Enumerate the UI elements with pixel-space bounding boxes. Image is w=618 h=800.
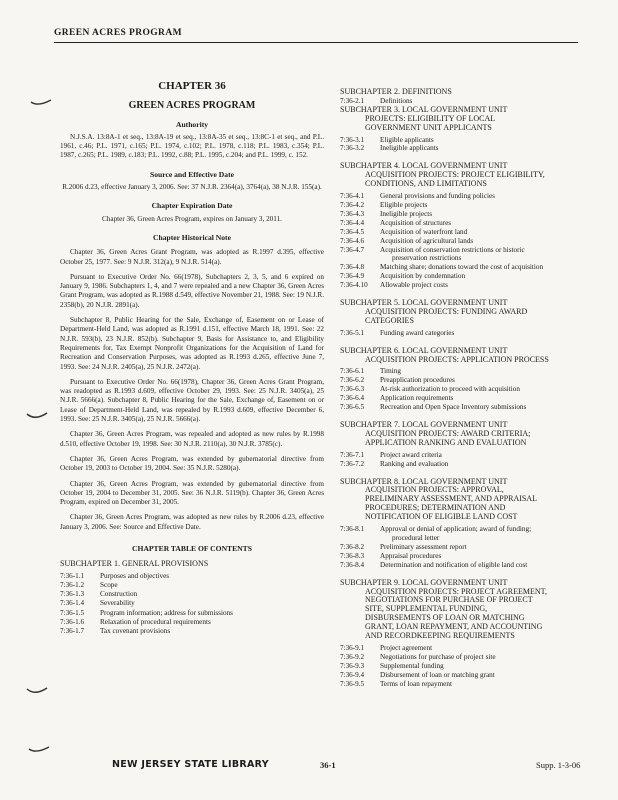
toc-entry (340, 460, 596, 469)
note-paragraph: Subchapter 8, Public Hearing for the Sale, Exchange of, Easement on or Lease of Department-Held Land, was adopted as R.1991 d.151, effective March 18, 1991. See: 22 N.J.R. 593(b), 23 N.J.R. 852(b). Subchapter 9, Basis for Assistance to, and Eligibility Requirements for, Tax Exempt Nonprofit Organizations for the Acquisition of Land for Recreation and Conservation Purposes, was adopted as R.1993 d.265, effective June 7, 1993. See: 24 N.J.R. 2405(a), 25 N.J.R. 2472(a). (60, 316, 324, 371)
section-title-text: Acquisition by condemnation (380, 272, 466, 281)
section-title-text: General provisions and funding policies (380, 192, 495, 201)
toc-entry (340, 394, 596, 403)
note-paragraph: Chapter 36, Green Acres Program, was extended by gubernatorial directive from October 19, 2004 to December 31, 2005. See: 36 N.J.R. 5119(b). Chapter 36, Green Acres Program, expired on December 31, 2005. (60, 479, 324, 507)
section-title-text: Disbursement of loan or matching grant (380, 670, 495, 679)
section-number: 7:36-1.4 (60, 599, 85, 608)
section-title-text: Funding award categories (380, 328, 455, 337)
checkmark-icon (26, 408, 48, 418)
toc-entry (340, 552, 596, 561)
subchapter-heading (340, 579, 596, 641)
section-number: 7:36-8.2 (340, 542, 365, 551)
subchapter-heading-text: SUBCHAPTER 8. LOCAL GOVERNMENT UNIT (340, 476, 508, 486)
subchapter-heading-continued: ACQUISITION PROJECTS: PROJECT AGREEMENT, (365, 586, 547, 596)
section-number: 7:36-4.8 (340, 263, 365, 272)
section-title-text: Severability (100, 599, 135, 608)
section-title-text: Approval or denial of application; award of funding; (380, 525, 532, 534)
section-title (380, 403, 596, 412)
section-title (380, 228, 596, 237)
section-title-text: Construction (100, 590, 138, 599)
toc-title: CHAPTER TABLE OF CONTENTS (132, 543, 252, 553)
toc-entry (340, 403, 596, 412)
toc-entry (340, 385, 596, 394)
toc-entry (340, 680, 596, 689)
checkmark-icon (30, 95, 52, 105)
section-heading: Chapter Historical Note (153, 232, 231, 242)
section-title-text: Matching share; donations toward the cost of acquisition (380, 263, 544, 272)
section-number: 7:36-6.4 (340, 394, 365, 403)
subchapter-heading (340, 162, 596, 189)
section-number: 7:36-8.4 (340, 560, 365, 569)
section-number: 7:36-3.1 (340, 135, 365, 144)
section-number: 7:36-8.3 (340, 551, 365, 560)
section-number: 7:36-7.2 (340, 459, 365, 468)
section-title (380, 662, 596, 671)
toc-entry (60, 581, 324, 590)
toc-entry (340, 201, 596, 210)
section-title-continued: preservation restrictions (392, 254, 462, 263)
section-title (380, 385, 596, 394)
toc-entry (340, 644, 596, 653)
toc-entries (340, 451, 596, 469)
subchapter-heading-continued: ACQUISITION PROJECTS: APPROVAL, (365, 485, 504, 495)
section-title (100, 609, 324, 618)
section-number: 7:36-4.3 (340, 209, 365, 218)
section-heading: Source and Effective Date (149, 169, 234, 179)
section-number: 7:36-4.4 (340, 218, 365, 227)
checkmark-icon (28, 742, 50, 752)
toc-entry (60, 609, 324, 618)
section-number: 7:36-4.7 (340, 245, 365, 254)
toc-entry (340, 228, 596, 237)
section-title-text: Preliminary assessment report (380, 542, 467, 551)
section-number: 7:36-1.2 (60, 580, 85, 589)
subchapter-heading-continued: NEGOTIATIONS FOR PURCHASE OF PROJECT (365, 595, 533, 605)
note-paragraph: R.2006 d.23, effective January 3, 2006. See: 37 N.J.R. 2364(a), 3764(a), 38 N.J.R. 155(a). (62, 183, 322, 192)
subchapter-heading-continued: GRANT, LOAN REPAYMENT, AND ACCOUNTING (365, 622, 543, 632)
toc-entry (60, 599, 324, 608)
section-number: 7:36-6.3 (340, 385, 365, 394)
note-paragraph: Pursuant to Executive Order No. 66(1978), Subchapters 2, 3, 5, and 6 expired on January 9, 1986. Subchapters 1, 4, and 7 were repealed and a new Chapter 36, Green Acres Grant Program, was adopted as R.1988 d.549, effective November 21, 1988. See: 19 N.J.R. 2358(b), 20 N.J.R. 2891(a). (60, 272, 324, 309)
section-title (380, 680, 596, 689)
section-number: 7:36-2.1 (340, 96, 365, 105)
subchapter-heading-continued: NOTIFICATION OF ELIGIBLE LAND COST (365, 512, 518, 522)
section-title (380, 653, 596, 662)
toc-entry (340, 671, 596, 680)
section-title (380, 376, 596, 385)
section-title-text: Acquisition of structures (380, 218, 452, 227)
subchapter-heading-text: SUBCHAPTER 5. LOCAL GOVERNMENT UNIT (340, 298, 508, 308)
section-title-text: Acquisition of waterfront land (380, 227, 468, 236)
section-title-text: Eligible applicants (380, 135, 434, 144)
running-head: GREEN ACRES PROGRAM (54, 28, 182, 38)
section-number: 7:36-7.1 (340, 450, 365, 459)
section-title-text: Definitions (380, 96, 413, 105)
section-number: 7:36-4.6 (340, 236, 365, 245)
section-title (380, 201, 596, 210)
section-title-text: Scope (100, 580, 118, 589)
section-title-text: Allowable project costs (380, 281, 448, 290)
section-title (380, 543, 596, 552)
toc-entries (340, 192, 596, 290)
toc-entry (340, 281, 596, 290)
note-paragraph: Chapter 36, Green Acres Program, was adopted as new rules by R.2006 d.23, effective January 3, 2006. See: Source and Effective Date. (60, 513, 324, 531)
subchapter-heading-text: SUBCHAPTER 7. LOCAL GOVERNMENT UNIT (340, 420, 508, 429)
subchapter-heading-continued: DISBURSEMENTS OF LOAN OR MATCHING (365, 613, 525, 623)
section-number: 7:36-6.2 (340, 376, 365, 385)
section-title (380, 144, 596, 153)
section-title-text: Determination and notification of eligible land cost (380, 560, 528, 569)
subchapter-heading-continued: ACQUISITION PROJECTS: APPLICATION PROCESS (365, 354, 549, 364)
section-title-text: Tax covenant provisions (100, 627, 171, 636)
subchapter-heading (340, 421, 596, 448)
note-paragraph: N.J.S.A. 13:8A-1 et seq., 13:8A-19 et seq., 13:8A-35 et seq., 13:8C-1 et seq., and P.L. 1961, c.46; P.L. 1971, c.165; P.L. 1974, c.102; P.L. 1978, c.118; P.L. 1983, c.354; P.L. 1987, c.265; P.L. 1989, c.183; P.L. 1992, c.88; P.L. 1995, c.204; and P.L. 1999, c. 152. (60, 132, 324, 160)
note-paragraph: Chapter 36, Green Acres Grant Program, was adopted as R.1997 d.395, effective October 25, 1977. See: 9 N.J.R. 312(a), 9 N.J.R. 514(a). (60, 248, 324, 266)
subchapter-heading (340, 88, 596, 97)
toc-entry (340, 367, 596, 376)
section-number: 7:36-1.6 (60, 618, 85, 627)
toc-entry (340, 662, 596, 671)
section-title-text: Project agreement (380, 643, 433, 652)
section-number: 7:36-1.3 (60, 590, 85, 599)
section-title (380, 367, 596, 376)
toc-entry (340, 543, 596, 552)
note-paragraph: Pursuant to Executive Order No. 66(1978), Chapter 36, Green Acres Grant Program, was readopted as R.1993 d.609, effective October 29, 1993. See: 25 N.J.R. 3405(a), 25 N.J.R. 5666(a). Subchapter 8, Public Hearing for the Sale, Exchange of, Easement on or Lease of Department-Held Land, was repealed by R.1993 d.609, effective December 6, 1993. See: 25 N.J.R. 3405(a), 25 N.J.R. 5666(a). (60, 377, 324, 424)
subchapter-heading-continued: ACQUISITION PROJECTS: AWARD CRITERIA; (365, 428, 531, 438)
section-number: 7:36-9.5 (340, 679, 365, 688)
section-number: 7:36-4.5 (340, 227, 365, 236)
toc-entries (340, 644, 596, 689)
header-rule (54, 42, 578, 43)
subchapter-heading-continued: GOVERNMENT UNIT APPLICANTS (365, 122, 492, 132)
subchapter-heading-continued: APPLICATION RANKING AND EVALUATION (365, 437, 527, 447)
subchapter-heading-text: SUBCHAPTER 3. LOCAL GOVERNMENT UNIT (340, 104, 508, 114)
note-paragraph: Chapter 36, Green Acres Program, expires on January 3, 2011. (102, 214, 282, 223)
section-title-text: Acquisition of conservation restrictions or historic (380, 245, 525, 254)
section-title (380, 329, 596, 338)
section-title-text: Ineligible applicants (380, 144, 439, 153)
section-title-text: Terms of loan repayment (380, 679, 452, 688)
toc-entry (60, 627, 324, 636)
left-column (60, 78, 324, 637)
subchapter-heading-continued: ACQUISITION PROJECTS: FUNDING AWARD (365, 306, 528, 316)
subchapter-heading-continued: AND RECORDKEEPING REQUIREMENTS (365, 631, 515, 641)
section-number: 7:36-4.10 (340, 281, 368, 290)
subchapter-heading-continued: SITE, SUPPLEMENTAL FUNDING, (365, 604, 488, 614)
section-number: 7:36-1.1 (60, 571, 85, 580)
toc-entry (340, 144, 596, 153)
section-title-text: Ranking and evaluation (380, 459, 449, 468)
chapter-title: GREEN ACRES PROGRAM (128, 100, 256, 112)
subchapter-heading-continued: ACQUISITION PROJECTS: PROJECT ELIGIBILITY, (365, 170, 545, 180)
section-title-text: Ineligible projects (380, 209, 433, 218)
toc-entry (340, 451, 596, 460)
section-title (380, 644, 596, 653)
toc-entry (60, 618, 324, 627)
section-title (380, 219, 596, 228)
section-title-text: Preapplication procedures (380, 376, 455, 385)
section-title (380, 210, 596, 219)
right-column (340, 78, 596, 688)
section-number: 7:36-4.1 (340, 192, 365, 201)
library-stamp: NEW JERSEY STATE LIBRARY (112, 759, 269, 770)
section-number: 7:36-5.1 (340, 328, 365, 337)
section-title (380, 451, 596, 460)
chapter-number: CHAPTER 36 (158, 80, 226, 92)
section-title-text: Program information; address for submissions (100, 608, 233, 617)
subchapter-heading-text: SUBCHAPTER 6. LOCAL GOVERNMENT UNIT (340, 345, 508, 355)
toc-entry (340, 525, 596, 543)
section-number: 7:36-9.3 (340, 661, 365, 670)
section-title-text: Project award criteria (380, 450, 442, 459)
section-title-text: Recreation and Open Space Inventory submissions (380, 403, 527, 412)
section-title-text: Supplemental funding (380, 661, 444, 670)
section-title (100, 618, 324, 627)
toc-entry (340, 246, 596, 264)
section-number: 7:36-8.1 (340, 525, 365, 534)
section-heading: Chapter Expiration Date (151, 201, 233, 211)
section-title (380, 281, 596, 290)
section-title (380, 561, 596, 570)
section-number: 7:36-6.1 (340, 367, 365, 376)
section-title (380, 460, 596, 469)
section-number: 7:36-1.5 (60, 608, 85, 617)
subchapter-heading-continued: PROJECTS: ELIGIBILITY OF LOCAL (365, 113, 496, 123)
toc-entry (340, 263, 596, 272)
section-number: 7:36-6.5 (340, 403, 365, 412)
toc-entries (340, 136, 596, 154)
section-title-text: Application requirements (380, 394, 454, 403)
section-title-text: Negotiations for purchase of project site (380, 652, 496, 661)
section-title (380, 237, 596, 246)
section-number: 7:36-9.1 (340, 643, 365, 652)
toc-entry (60, 590, 324, 599)
toc-entry (340, 136, 596, 145)
section-number: 7:36-4.9 (340, 272, 365, 281)
section-number: 7:36-9.4 (340, 670, 365, 679)
toc-entries (60, 572, 324, 637)
toc-entry (340, 237, 596, 246)
toc-entry (340, 210, 596, 219)
subchapter-heading (340, 478, 596, 523)
note-paragraph: Chapter 36, Green Acres Program, was repealed and adopted as new rules by R.1998 d.510, effective October 19, 1998. See: 30 N.J.R. 2110(a), 30 N.J.R. 3785(c). (60, 430, 324, 448)
toc-entry (340, 192, 596, 201)
section-title (100, 581, 324, 590)
toc-entry (340, 653, 596, 662)
section-title-text: Purposes and objectives (100, 571, 170, 580)
subchapter-heading: SUBCHAPTER 1. GENERAL PROVISIONS (60, 559, 209, 569)
section-title-text: Appraisal procedures (380, 551, 442, 560)
section-number: 7:36-3.2 (340, 144, 365, 153)
subchapter-heading-continued: CATEGORIES (365, 315, 414, 325)
toc-entry (340, 272, 596, 281)
section-title (380, 246, 596, 264)
section-number: 7:36-9.2 (340, 652, 365, 661)
section-title-continued: procedural letter (392, 533, 440, 542)
section-title-text: At-risk authorization to proceed with acquisition (380, 385, 520, 394)
section-title-text: Relaxation of procedural requirements (100, 618, 211, 627)
section-title (380, 671, 596, 680)
note-paragraph: Chapter 36, Green Acres Program, was extended by gubernatorial directive from October 19, 2003 to October 19, 2004. See: 35 N.J.R. 5280(a). (60, 454, 324, 473)
section-title-text: Eligible projects (380, 200, 428, 209)
section-title (380, 394, 596, 403)
section-title (100, 627, 324, 636)
supplement-date: Supp. 1-3-06 (536, 760, 581, 770)
section-title (380, 263, 596, 272)
subchapter-heading-continued: CONDITIONS, AND LIMITATIONS (365, 179, 487, 189)
section-title (380, 552, 596, 561)
subchapter-heading (340, 106, 596, 133)
subchapter-heading-continued: PROCEDURES; DETERMINATION AND (365, 503, 506, 513)
section-title (100, 599, 324, 608)
toc-entry (340, 561, 596, 570)
subchapter-heading-text: SUBCHAPTER 2. DEFINITIONS (340, 87, 452, 96)
checkmark-icon (26, 683, 48, 693)
section-title (380, 525, 596, 543)
section-number: 7:36-4.2 (340, 200, 365, 209)
subchapter-heading-continued: PRELIMINARY ASSESSMENT, AND APPRAISAL (365, 494, 538, 504)
toc-entry (340, 219, 596, 228)
section-title (380, 136, 596, 145)
subchapter-heading-text: SUBCHAPTER 9. LOCAL GOVERNMENT UNIT (340, 577, 508, 587)
toc-entry (340, 376, 596, 385)
subchapter-heading-text: SUBCHAPTER 4. LOCAL GOVERNMENT UNIT (340, 161, 508, 171)
subchapter-heading (340, 299, 596, 326)
chapter-notes (60, 120, 324, 532)
toc-entries (340, 367, 596, 412)
toc-entry (60, 572, 324, 581)
toc-entries (340, 525, 596, 570)
toc-entry (340, 329, 596, 338)
section-title-text: Acquisition of agricultural lands (380, 236, 474, 245)
section-title-text: Timing (380, 367, 401, 376)
section-number: 7:36-1.7 (60, 627, 85, 636)
section-title (380, 272, 596, 281)
section-heading: Authority (175, 119, 209, 129)
toc-entries (340, 329, 596, 338)
section-title (380, 192, 596, 201)
subchapter-heading (340, 347, 596, 365)
section-title (100, 590, 324, 599)
section-title (100, 572, 324, 581)
page-number: 36-1 (320, 760, 336, 770)
